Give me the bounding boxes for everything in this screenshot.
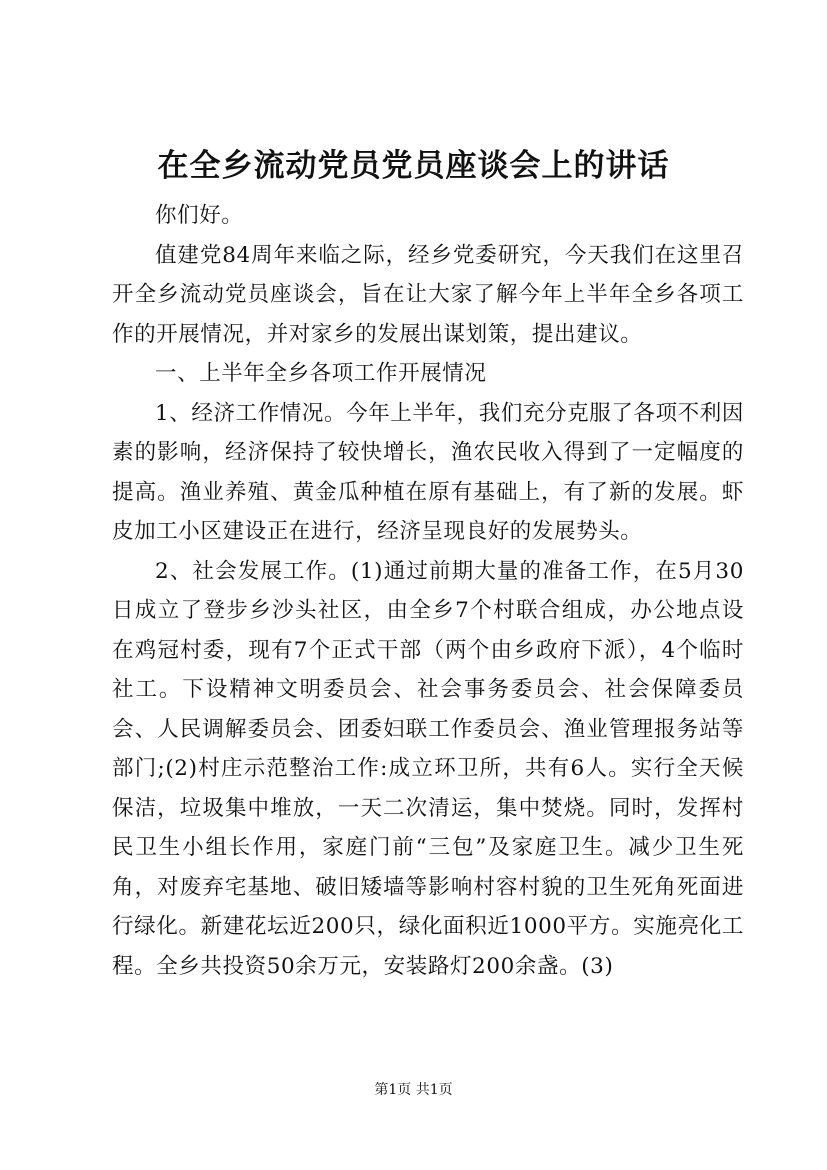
page-footer: 第1页 共1页 (374, 1082, 453, 1098)
social-development-paragraph: 2、社会发展工作。(1)通过前期大量的准备工作，在5月30日成立了登步乡沙头社区，由全乡7个村联合组成，办公地点设在鸡冠村委，现有7个正式干部（两个由乡政府下派），4个临时社工。下设精神文明委员会、社会事务委员会、社会保障委员会、人民调解委员会、团委妇联工作委员会、渔业管理报务站等部门;(2)村庄示范整治工作:成立环卫所，共有6人。实行全天候保洁，垃圾集中堆放，一天二次清运，集中焚烧。同时，发挥村民卫生小组长作用，家庭门前“三包”及家庭卫生。减少卫生死角，对废弃宅基地、破旧矮墙等影响村容村貌的卫生死角死面进行绿化。新建花坛近200只，绿化面积近1000平方。实施亮化工程。全乡共投资50余万元，安装路灯200余盏。(3) (112, 558, 744, 979)
greeting-paragraph: 你们好。 (155, 203, 244, 228)
economy-paragraph: 1、经济工作情况。今年上半年，我们充分克服了各项不利因素的影响，经济保持了较快增长，渔农民收入得到了一定幅度的提高。渔业养殖、黄金瓜种植在原有基础上，有了新的发展。虾皮加工小区建设正在进行，经济呈现良好的发展势头。 (112, 400, 744, 544)
intro-paragraph: 值建党84周年来临之际，经乡党委研究，今天我们在这里召开全乡流动党员座谈会，旨在让大家了解今年上半年全乡各项工作的开展情况，并对家乡的发展出谋划策，提出建议。 (112, 242, 744, 347)
document-body (112, 196, 744, 986)
section-heading: 一、上半年全乡各项工作开展情况 (155, 361, 487, 386)
document-title: 在全乡流动党员党员座谈会上的讲话 (157, 148, 670, 184)
